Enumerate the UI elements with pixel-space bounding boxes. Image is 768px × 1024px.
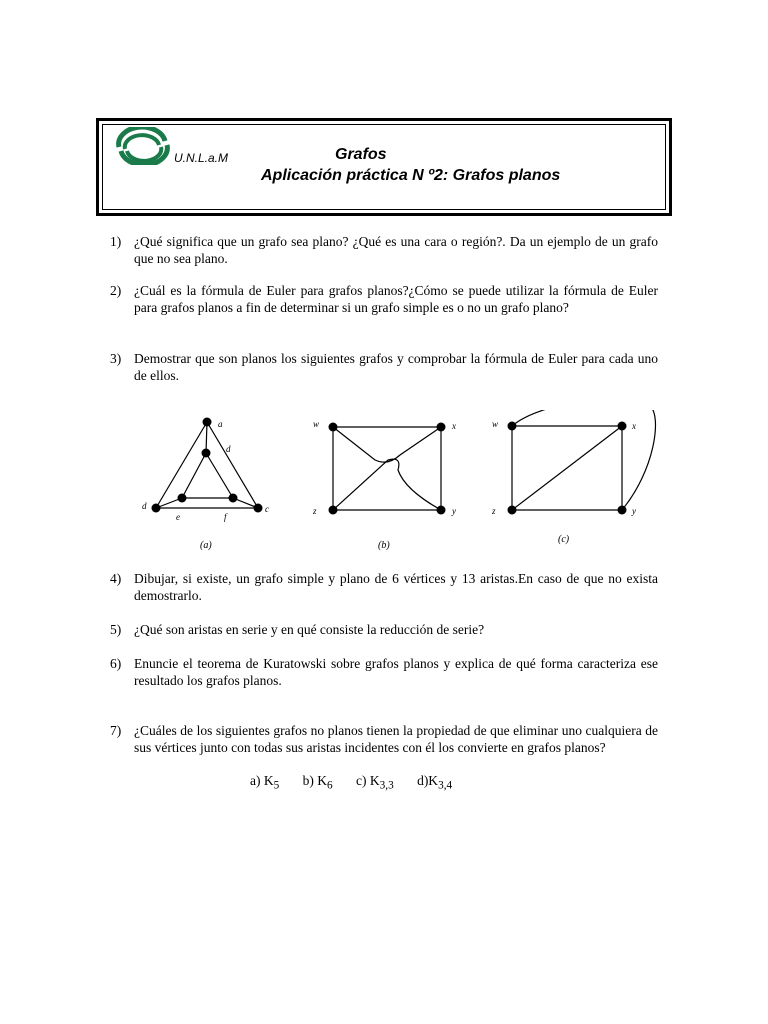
vertex-b	[202, 449, 211, 458]
question-number: 1)	[110, 234, 122, 249]
question-text: Demostrar que son planos los siguientes grafos y comprobar la fórmula de Euler para cada uno de ellos.	[134, 351, 658, 383]
label-x: x	[632, 421, 636, 431]
question-text: Enuncie el teorema de Kuratowski sobre grafos planos y explica de qué forma caracteriza ese resultado los grafos planos.	[134, 656, 658, 688]
vertex-f	[229, 494, 238, 503]
vertex-d	[152, 504, 161, 513]
question-number: 5)	[110, 622, 122, 637]
university-logo	[115, 127, 171, 165]
graph-a	[156, 422, 258, 508]
question-number: 3)	[110, 351, 122, 366]
label-y: y	[632, 506, 636, 516]
caption-c: (c)	[558, 534, 570, 545]
label-x: x	[452, 421, 456, 431]
question-text: ¿Qué significa que un grafo sea plano? ¿Qué es una cara o región?. Da un ejemplo de un grafo que no sea plano.	[134, 234, 658, 266]
vertex-c	[254, 504, 263, 513]
option-d: $d)K_{3,4}$	[417, 773, 453, 792]
caption-b: (b)	[378, 540, 390, 551]
question-1	[110, 233, 658, 267]
institution-name: U.N.L.a.M	[174, 151, 229, 165]
label-c: c	[265, 504, 269, 514]
question-2	[110, 282, 658, 316]
label-d: d	[226, 444, 231, 454]
question-text: ¿Cuáles de los siguientes grafos no planos tienen la propiedad de que eliminar uno cualquiera de sus vértices junto con todas sus aristas incidentes con él los convierte en grafos planos?	[134, 723, 658, 755]
graph-figures	[130, 410, 670, 560]
label-d: d	[142, 501, 147, 511]
question-4	[110, 570, 658, 604]
question-3	[110, 350, 658, 384]
label-y: y	[452, 506, 456, 516]
label-w: w	[492, 419, 499, 429]
question-text: ¿Qué son aristas en serie y en qué consiste la reducción de serie?	[134, 622, 485, 637]
question-number: 4)	[110, 571, 122, 586]
option-b: b) $K_6$	[302, 773, 333, 792]
label-f: f	[224, 512, 227, 522]
option-c: c) $K_{3,3}$	[356, 773, 394, 792]
page-title: Grafos	[335, 146, 387, 163]
vertex-a	[203, 418, 212, 427]
label-a: a	[218, 419, 223, 429]
label-e: e	[176, 512, 180, 522]
question-number: 7)	[110, 723, 122, 738]
question-text: Dibujar, si existe, un grafo simple y plano de 6 vértices y 13 aristas.En caso de que no exista demostrarlo.	[134, 571, 658, 603]
vertex-e	[178, 494, 187, 503]
option-a: a) $K_5$	[250, 773, 280, 792]
answer-options	[250, 773, 472, 792]
question-number: 6)	[110, 656, 122, 671]
question-6	[110, 655, 658, 689]
question-7	[110, 722, 658, 756]
header-box	[96, 118, 672, 216]
label-w: w	[313, 419, 320, 429]
label-z: z	[492, 506, 496, 516]
label-z: z	[313, 506, 317, 516]
caption-a: (a)	[200, 540, 212, 551]
page-subtitle: Aplicación práctica N º2: Grafos planos	[261, 167, 561, 184]
question-number: 2)	[110, 283, 122, 298]
question-5	[110, 621, 658, 638]
graph-b	[333, 427, 441, 510]
question-text: ¿Cuál es la fórmula de Euler para grafos planos?¿Cómo se puede utilizar la fórmula de Euler para grafos planos a fin de determinar si un grafo simple es o no un grafo plano?	[134, 283, 658, 315]
